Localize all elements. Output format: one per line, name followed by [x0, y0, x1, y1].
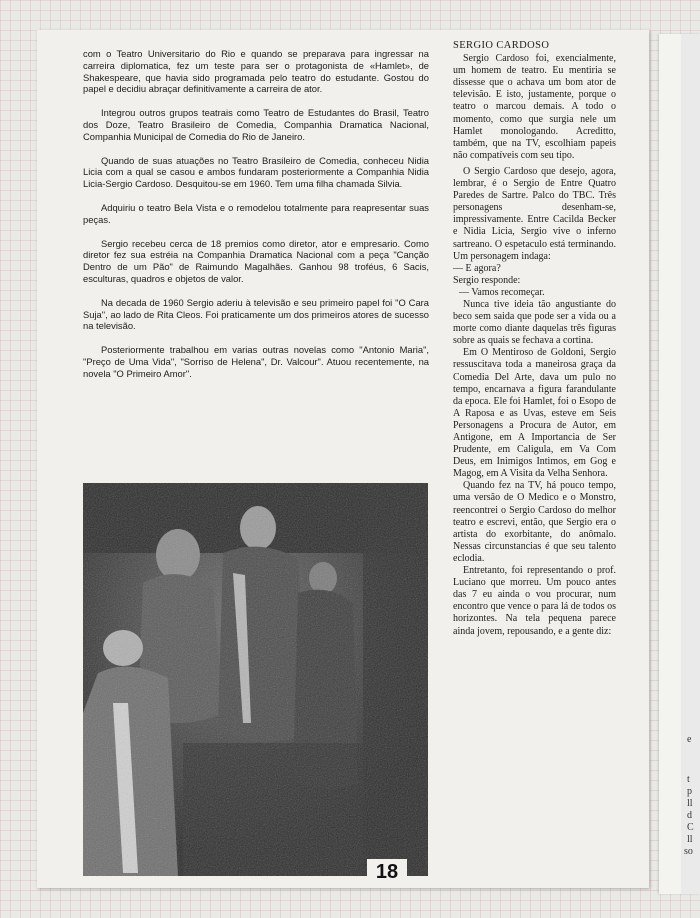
left-paragraph-5: Sergio recebeu cerca de 18 premios como diretor, ator e empresario. Como diretor fez sua estréia na Companhia Dramatica Nacional com a peça "Canção Dentro de um Pão" de Raimundo Magalhães. Ganhou 98 troféus, 6 Sacis, esculturas, quadros e objetos de valor.	[83, 237, 429, 284]
adjacent-page-fragment: ll	[687, 798, 693, 809]
left-paragraph-1: com o Teatro Universitario do Rio e quando se preparava para ingressar na carreira diplomatica, fez um teste para ser o protagonista de «Hamlet», de Shakespeare, que havia sido programada pelo teatro do estudante. Gostou do papel e decidiu abraçar definitivamente a carreira de ator.	[83, 48, 429, 95]
dialog-line-1: — E agora?	[453, 262, 501, 274]
left-paragraph-4: Adquiriu o teatro Bela Vista e o remodelou totalmente para reapresentar suas peças.	[83, 201, 429, 225]
adjacent-page-fragment: e	[687, 734, 692, 745]
column-heading: SERGIO CARDOSO	[453, 40, 550, 51]
left-paragraph-2: Integrou outros grupos teatrais como Teatro de Estudantes do Brasil, Teatro dos Doze, Teatro Brasileiro de Comedia, Companhia Dramatica Nacional, Companhia Municipal de Comedia do Rio de Janeiro.	[83, 107, 429, 142]
adjacent-page-edge	[659, 34, 700, 894]
dialog-line-3: — Vamos recomeçar.	[459, 286, 545, 298]
adjacent-page-fragment: ll	[687, 834, 693, 845]
adjacent-page-fragment: so	[684, 846, 693, 857]
right-paragraph-4: Em O Mentiroso de Goldoni, Sergio ressuscitava toda a maneirosa graça da Comedia Del Arte, dava um pulo no tempo, encarnava a figura farandulante da epoca. Ele foi Hamlet, foi o Esopo de A Raposa e as Uvas, esteve em Seis Personagens a Procura de Autor, em Antigone, em A Importancia de Ser Prudente, em Caligula, em Va Com Deus, em Inimigos Intimos, em Gog e Magog, em A Visita da Velha Senhora.	[453, 347, 616, 480]
right-paragraph-6: Entretanto, foi representando o prof. Luciano que morreu. Um pouco antes das 7 eu ainda o vou procurar, num encontro que vence o para lá de todos os horizontes. Na tela pequena parece ainda jovem, repousando, e a gente diz:	[453, 565, 616, 637]
magazine-page	[37, 30, 649, 888]
adjacent-page-fragment: t	[687, 774, 690, 785]
adjacent-page-strip	[681, 34, 700, 894]
adjacent-page-fragment: C	[687, 822, 694, 833]
left-paragraph-3: Quando de suas atuações no Teatro Brasileiro de Comedia, conheceu Nidia Licia com a qual se casou e ambos fundaram posteriormente a Companhia Nidia Licia-Sergio Cardoso. Desquitou-se em 1960. Tem uma filha chamada Silvia.	[83, 154, 429, 190]
right-column	[453, 40, 616, 638]
page-number: 18	[367, 859, 407, 885]
adjacent-page-fragment: p	[687, 786, 692, 797]
left-paragraph-6: Na decada de 1960 Sergio aderiu à televisão e seu primeiro papel foi "O Cara Suja", ao lado de Rita Cleos. Foi praticamente um dos primeiros atores de sucesso na televisão.	[83, 296, 429, 332]
right-paragraph-3: Nunca tive ideia tão angustiante do beco sem saida que pode ser a vida ou a morte como diante daquelas três figuras sobre as quais se fechava a cortina.	[453, 298, 616, 347]
dialog-line-2: Sergio responde:	[453, 274, 521, 286]
right-paragraph-1: Sergio Cardoso foi, exencialmente, um homem de teatro. Eu mentiria se dissesse que o achava um bom ator de televisão. E isto, justamente, porque o teatro o marcou demais. A todo o momento, como que surgia nele um Hamlet monologando. Acreditto, também, que na TV, escolhiam papeis não compatíveis com seu tipo.	[453, 53, 616, 161]
left-column	[83, 48, 429, 392]
right-paragraph-2: O Sergio Cardoso que desejo, agora, lembrar, é o Sergio de Entre Quatro Paredes de Sartre. Palco do TBC. Três personagens desenham-se, impressivamente. Entre Cacilda Becker e Nidia Licia, Sergio vive o inferno sartreano. O espetaculo está terminando. Um personagem indaga:	[453, 165, 616, 262]
left-paragraph-7: Posteriormente trabalhou em varias outras novelas como "Antonio Maria", "Preço de Uma Vida", "Sorriso de Helena", Dr. Valcour". Atuou recentemente, na novela "O Primeiro Amor".	[83, 344, 429, 379]
stage-photo	[83, 483, 428, 876]
adjacent-page-fragment: d	[687, 810, 692, 821]
right-paragraph-5: Quando fez na TV, há pouco tempo, uma versão de O Medico e o Monstro, reencontrei o Sergio Cardoso do melhor teatro e escrevi, então, que Sergio era o artista do exorbitante, do anômalo. Nessas circunstancias é que seu talento eclodia.	[453, 480, 616, 564]
